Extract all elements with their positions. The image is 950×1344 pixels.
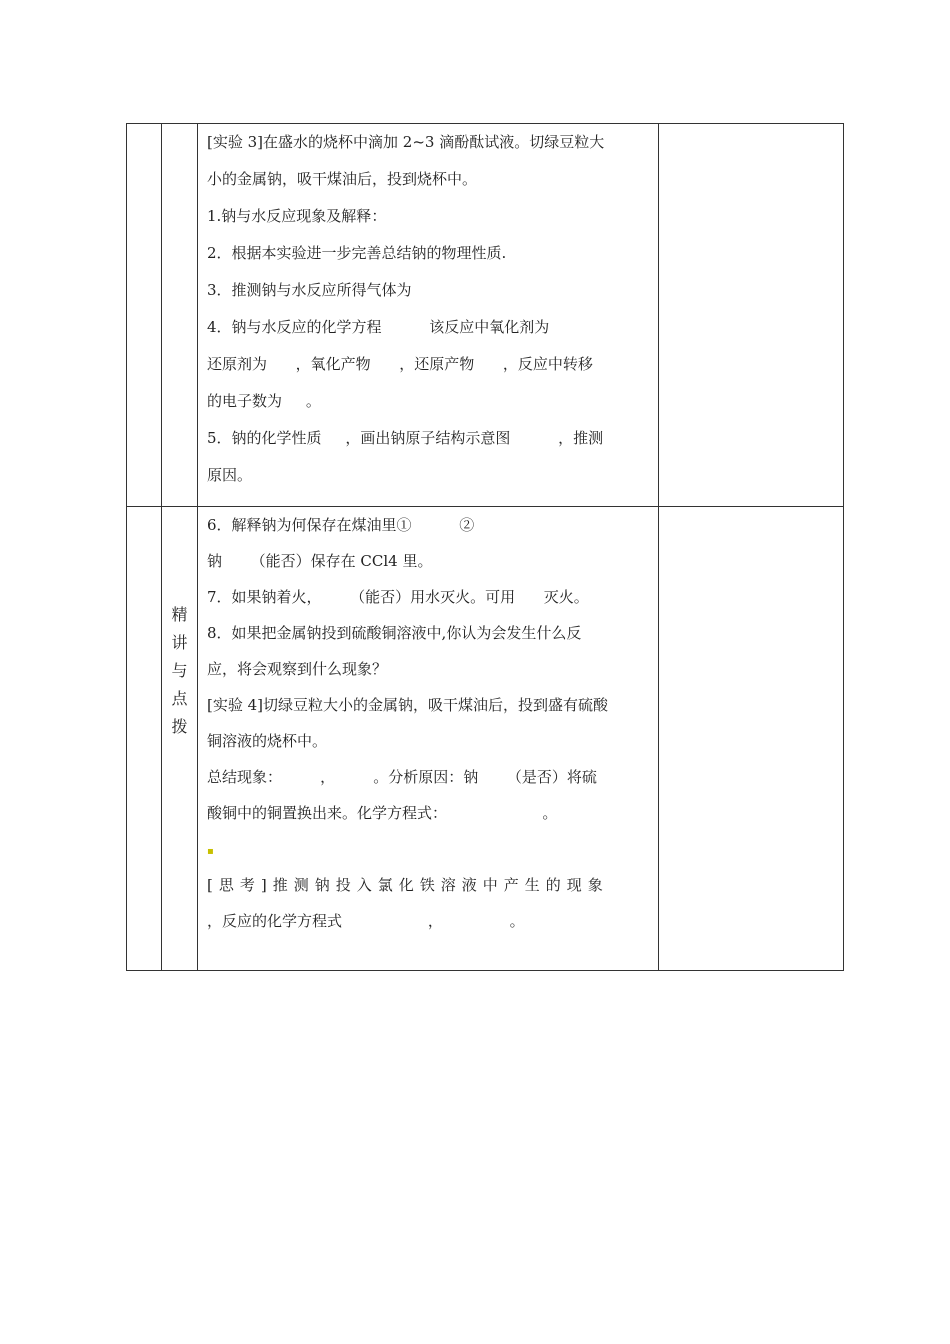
line: 原因。 — [207, 466, 253, 484]
line: 2．根据本实验进一步完善总结钠的物理性质. — [207, 244, 507, 262]
side-label-cell — [162, 507, 198, 971]
table-row — [127, 124, 844, 507]
line: 还原剂为 ，氧化产物 ，还原产物 ，反应中转移 — [207, 355, 593, 373]
row1-col1 — [127, 124, 162, 507]
line: 4．钠与水反应的化学方程 该反应中氧化剂为 — [207, 318, 550, 336]
explanation-cell — [198, 507, 659, 971]
side-label-char: 精 — [171, 605, 188, 624]
experiment3-cell — [198, 124, 659, 507]
line: 5．钠的化学性质 ，画出钠原子结构示意图 ，推测 — [207, 429, 604, 447]
row1-notes — [659, 124, 844, 507]
line: 1.钠与水反应现象及解释： — [207, 207, 387, 225]
side-label-char: 讲 — [171, 633, 188, 652]
line: 应，将会观察到什么现象？ — [207, 660, 388, 678]
line: 6．解释钠为何保存在煤油里① ② — [207, 516, 475, 534]
table-row — [127, 507, 844, 971]
lesson-table — [126, 123, 844, 971]
line: 8．如果把金属钠投到硫酸铜溶液中,你认为会发生什么反 — [207, 624, 582, 642]
side-label-char: 与 — [171, 661, 188, 680]
side-label-char: 拨 — [171, 717, 188, 736]
line: ，反应的化学方程式 ， 。 — [207, 912, 525, 930]
line: 小的金属钠，吸干煤油后，投到烧杯中。 — [207, 170, 478, 188]
line: 钠 （能否）保存在 CCl4 里。 — [207, 552, 433, 570]
line: 7．如果钠着火， （能否）用水灭火。可用 灭火。 — [207, 588, 589, 606]
line: 酸铜中的铜置换出来。化学方程式： 。 — [207, 804, 558, 822]
blank-line — [207, 831, 650, 857]
line: [实验 4]切绿豆粒大小的金属钠，吸干煤油后，投到盛有硫酸 — [207, 696, 609, 714]
line: 3．推测钠与水反应所得气体为 — [207, 281, 412, 299]
line: 铜溶液的烧杯中。 — [207, 732, 328, 750]
row2-notes — [659, 507, 844, 971]
row1-col2 — [162, 124, 198, 507]
side-label-char: 点 — [171, 689, 188, 708]
line: 的电子数为 。 — [207, 392, 321, 410]
line: 总结现象： ， 。分析原因：钠 （是否）将硫 — [207, 768, 597, 786]
line: [思考]推测钠投入氯化铁溶液中产生的现象 — [207, 876, 609, 894]
row2-col1 — [127, 507, 162, 971]
line: [实验 3]在盛水的烧杯中滴加 2~3 滴酚酞试液。切绿豆粒大 — [207, 133, 605, 151]
marker-dot: ▪ — [207, 846, 214, 857]
